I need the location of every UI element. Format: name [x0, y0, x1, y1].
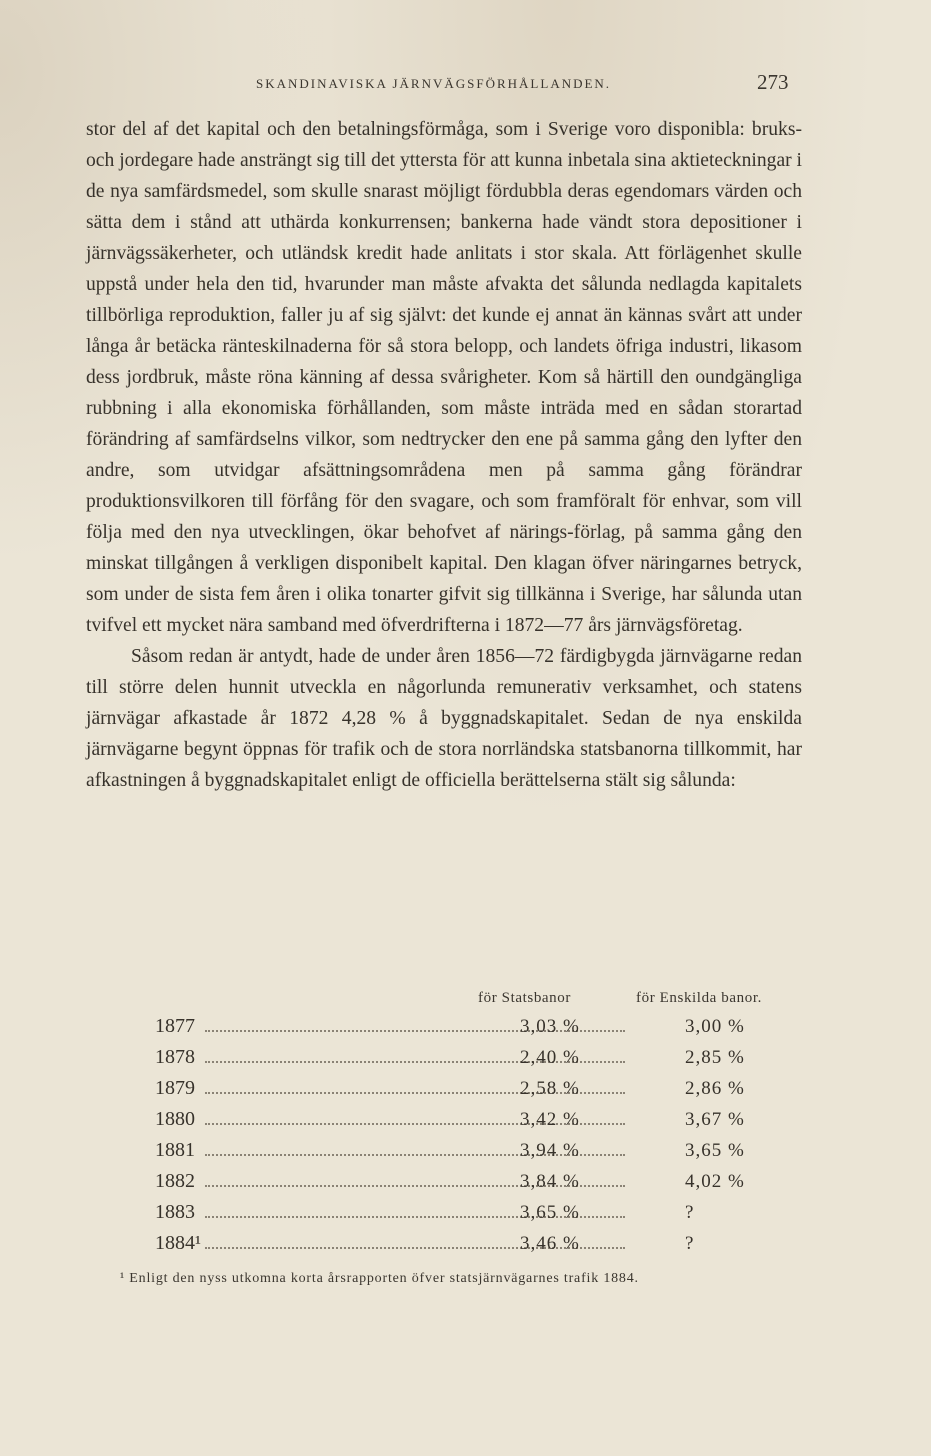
statsbanor-cell: 3,42 % — [520, 1109, 580, 1130]
paragraph-2: Såsom redan är antydt, hade de under åren 1856—72 färdigbygda järnvägarne redan till större delen hunnit utveckla en någorlunda remunerativ verksamhet, och statens järnvägar afkastade år 1872 4,28 % å byggnadskapitalet. Sedan de nya enskilda järnvägarne begynt öppnas för trafik och de stora norrländska statsbanorna tillkommit, har afkastningen å byggnadskapitalet enligt de officiella berättelserna stält sig sålunda: — [86, 646, 802, 791]
enskilda-cell: 3,00 % — [685, 1016, 745, 1037]
enskilda-cell: 2,86 % — [685, 1078, 745, 1099]
enskilda-cell: 3,65 % — [685, 1140, 745, 1161]
year-cell: 1882 — [155, 1170, 195, 1192]
year-cell: 1884¹ — [155, 1232, 201, 1254]
year-cell: 1878 — [155, 1046, 195, 1068]
year-cell: 1880 — [155, 1108, 195, 1130]
paragraph-1: stor del af det kapital och den betalningsförmåga, som i Sverige voro disponibla: bruks- och jordegare hade ansträngt sig till det yttersta för att kunna inbetala sina aktieteckningar i de nya samfärdsmedel, som skulle snarast möjligt fördubbla deras egendomars värden och sätta dem i stånd att uthärda konkurrensen; bankerna hade vändt stora depositioner i järnvägssäkerheter, och utländsk kredit hade anlitats i stor skala. Att förlägenhet skulle uppstå under hela den tid, hvarunder man måste afvakta det sålunda nedlagda kapitalets tillbörliga reproduktion, faller ju af sig självt: det kunde ej annat än kännas svårt att under långa år betäcka ränteskilnaderna för så stora belopp, och landets öfriga industri, likasom dess jordbruk, måste röna känning af dessa svårigheter. Kom så härtill den oundgängliga rubbning i alla ekonomiska förhållanden, som måste inträda med en sådan storartad förändring af samfärdselns vilkor, som nedtrycker den ene på samma gång den lyfter den andre, som utvidgar afsättningsområdena men på samma gång förändrar produktionsvilkoren till förfång för den svagare, och som framföralt för enhvar, som vill följa med den nya utvecklingen, ökar behofvet af närings-förlag, på samma gång den minskat tillgången å verkligen disponibelt kapital. Den klagan öfver näringarnes betryck, som under de sista fem åren i olika tonarter gifvit sig tillkänna i Sverige, har sålunda utan tvifvel ett mycket nära samband med öfverdrifterna i 1872—77 års järnvägsföretag. — [86, 119, 803, 636]
table-row — [155, 1046, 775, 1077]
statsbanor-cell: 3,84 % — [520, 1171, 580, 1192]
statsbanor-cell: 3,65 % — [520, 1202, 580, 1223]
table-row — [155, 1108, 775, 1139]
running-head: SKANDINAVISKA JÄRNVÄGSFÖRHÅLLANDEN. — [256, 76, 612, 91]
enskilda-cell: 4,02 % — [685, 1171, 745, 1192]
statsbanor-cell: 2,40 % — [520, 1047, 580, 1068]
table-row — [155, 1232, 775, 1263]
returns-table — [155, 1015, 775, 1263]
column-header-enskilda: för Enskilda banor. — [636, 990, 762, 1006]
enskilda-cell: 2,85 % — [685, 1047, 745, 1068]
statsbanor-cell: 3,94 % — [520, 1140, 580, 1161]
year-cell: 1883 — [155, 1201, 195, 1223]
footnote: ¹ Enligt den nyss utkomna korta årsrapporten öfver statsjärnvägarnes trafik 1884. — [120, 1271, 639, 1286]
enskilda-cell: 3,67 % — [685, 1109, 745, 1130]
table-row — [155, 1139, 775, 1170]
enskilda-cell: ? — [685, 1233, 695, 1254]
page-number: 273 — [757, 70, 789, 94]
statsbanor-cell: 3,46 % — [520, 1233, 580, 1254]
table-row — [155, 1201, 775, 1232]
statsbanor-cell: 3,03 % — [520, 1016, 580, 1037]
year-cell: 1879 — [155, 1077, 195, 1099]
year-cell: 1881 — [155, 1139, 195, 1161]
body-text — [86, 114, 802, 796]
enskilda-cell: ? — [685, 1202, 695, 1223]
table-row — [155, 1015, 775, 1046]
table-row — [155, 1077, 775, 1108]
statsbanor-cell: 2,58 % — [520, 1078, 580, 1099]
year-cell: 1877 — [155, 1015, 195, 1037]
table-row — [155, 1170, 775, 1201]
column-header-statsbanor: för Statsbanor — [478, 990, 571, 1006]
